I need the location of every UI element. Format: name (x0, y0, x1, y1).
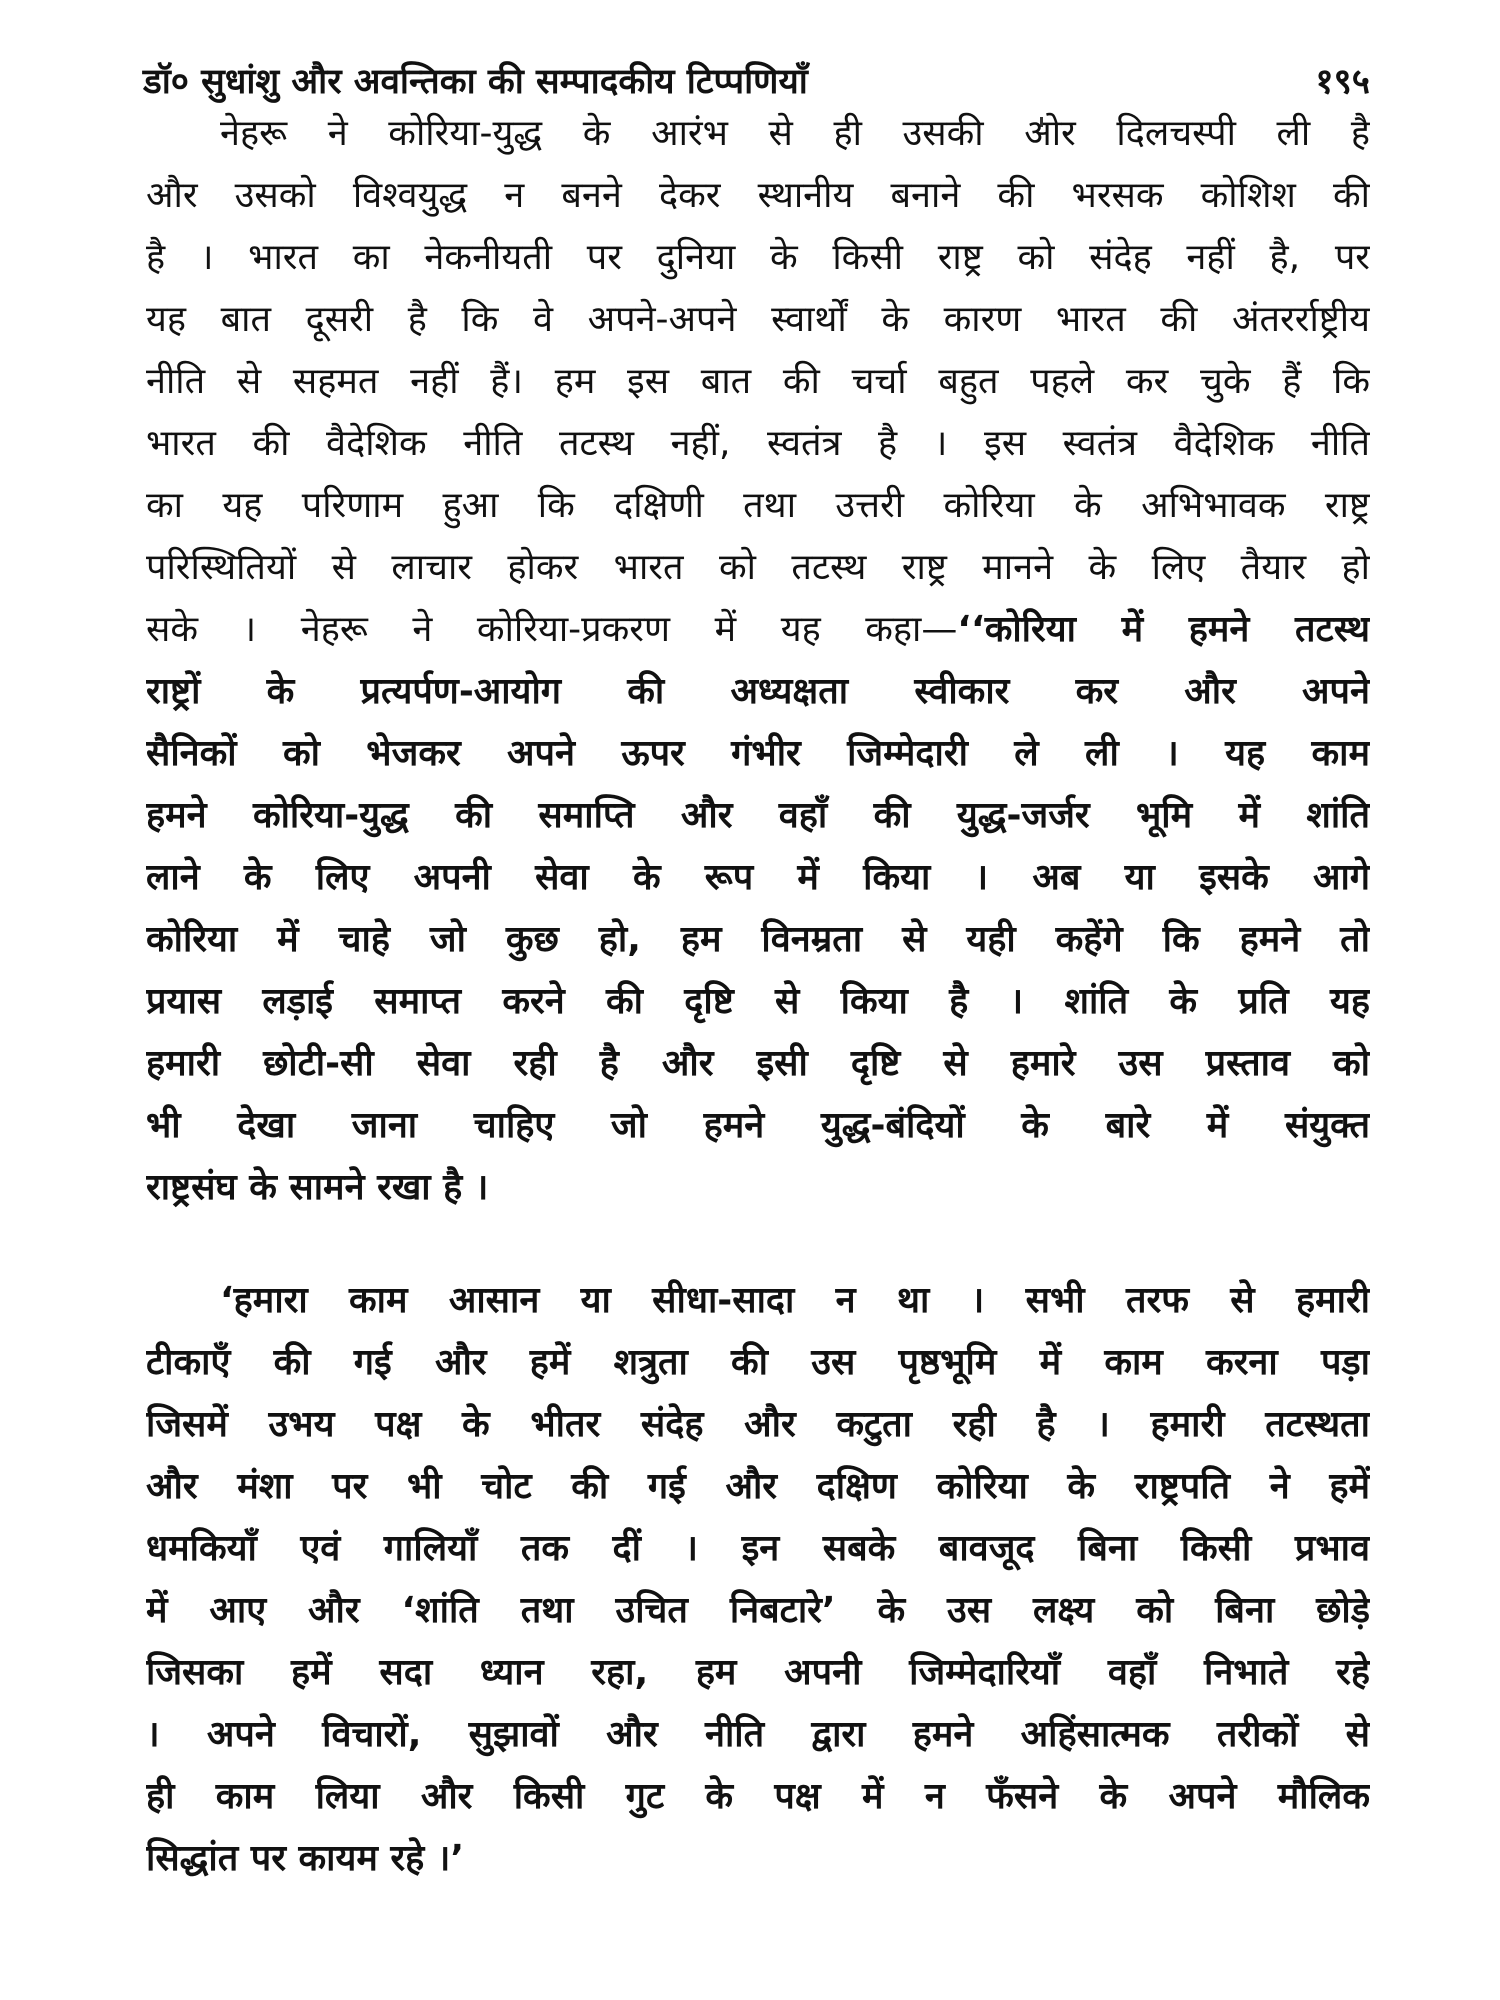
quote-line-5: कोरिया में चाहे जो कुछ हो, हम विनम्रता से यही कहेंगे कि हमने तो (146, 919, 1370, 960)
paragraph-1-line-1: नेहरू ने कोरिया-युद्ध के आरंभ से ही उसकी ओर दिलचस्पी ली है (220, 113, 1370, 154)
chapter-title: डॉ० सुधांशु और अवन्तिका की सम्पादकीय टिप्पणियाँ (143, 61, 808, 102)
paragraph-1-line-4: यह बात दूसरी है कि वे अपने-अपने स्वार्थों के कारण भारत की अंतरर्राष्ट्रीय (146, 299, 1370, 340)
paragraph-1-line-6: भारत की वैदेशिक नीति तटस्थ नहीं, स्वतंत्र है । इस स्वतंत्र वैदेशिक नीति (146, 423, 1370, 464)
quote-start: ‘‘कोरिया में हमने तटस्थ (957, 609, 1370, 650)
paragraph-1-line-2: और उसको विश्वयुद्ध न बनने देकर स्थानीय बनाने की भरसक कोशिश की (146, 175, 1370, 216)
paragraph-1-line-8: परिस्थितियों से लाचार होकर भारत को तटस्थ राष्ट्र मानने के लिए तैयार हो (146, 547, 1370, 588)
quote-line-7: हमारी छोटी-सी सेवा रही है और इसी दृष्टि से हमारे उस प्रस्ताव को (146, 1043, 1370, 1084)
quote-intro: सके । नेहरू ने कोरिया-प्रकरण में यह कहा— (146, 609, 958, 650)
quote-line-4: लाने के लिए अपनी सेवा के रूप में किया । अब या इसके आगे (146, 857, 1370, 898)
paragraph-1-line-7: का यह परिणाम हुआ कि दक्षिणी तथा उत्तरी कोरिया के अभिभावक राष्ट्र (146, 485, 1370, 526)
paragraph-1-line-5: नीति से सहमत नहीं हैं। हम इस बात की चर्चा बहुत पहले कर चुके हैं कि (146, 361, 1370, 402)
paragraph-2-line-7: जिसका हमें सदा ध्यान रहा, हम अपनी जिम्मेदारियाँ वहाँ निभाते रहे (146, 1652, 1370, 1693)
paragraph-1-line-9 (146, 599, 1370, 661)
quote-line-6: प्रयास लड़ाई समाप्त करने की दृष्टि से किया है । शांति के प्रति यह (146, 981, 1370, 1022)
paragraph-1-line-3: है । भारत का नेकनीयती पर दुनिया के किसी राष्ट्र को संदेह नहीं है, पर (146, 237, 1370, 278)
paragraph-2-line-5: धमकियाँ एवं गालियाँ तक दीं । इन सबके बावजूद बिना किसी प्रभाव (146, 1528, 1370, 1569)
paragraph-2-line-6: में आए और ‘शांति तथा उचित निबटारे’ के उस लक्ष्य को बिना छोड़े (146, 1590, 1370, 1631)
quote-line-3: हमने कोरिया-युद्ध की समाप्ति और वहाँ की युद्ध-जर्जर भूमि में शांति (146, 795, 1370, 836)
paragraph-2-line-3: जिसमें उभय पक्ष के भीतर संदेह और कटुता रही है । हमारी तटस्थता (146, 1404, 1370, 1445)
paragraph-2-line-10: सिद्धांत पर कायम रहे ।’ (146, 1838, 465, 1879)
quote-line-1: राष्ट्रों के प्रत्यर्पण-आयोग की अध्यक्षता स्वीकार कर और अपने (146, 671, 1370, 712)
paragraph-2-line-8: । अपने विचारों, सुझावों और नीति द्वारा हमने अहिंसात्मक तरीकों से (146, 1714, 1370, 1755)
page-number: १९५ (1315, 61, 1370, 102)
paragraph-2-line-1: ‘हमारा काम आसान या सीधा-सादा न था । सभी तरफ से हमारी (220, 1280, 1370, 1321)
paragraph-2-line-2: टीकाएँ की गई और हमें शत्रुता की उस पृष्ठभूमि में काम करना पड़ा (146, 1342, 1370, 1383)
quote-line-8: भी देखा जाना चाहिए जो हमने युद्ध-बंदियों के बारे में संयुक्त (146, 1105, 1370, 1146)
paragraph-2-line-9: ही काम लिया और किसी गुट के पक्ष में न फँसने के अपने मौलिक (146, 1776, 1370, 1817)
quote-line-9: राष्ट्रसंघ के सामने रखा है । (146, 1167, 489, 1208)
running-header (143, 50, 1370, 110)
paragraph-2-line-4: और मंशा पर भी चोट की गई और दक्षिण कोरिया के राष्ट्रपति ने हमें (146, 1466, 1370, 1507)
quote-line-2: सैनिकों को भेजकर अपने ऊपर गंभीर जिम्मेदारी ले ली । यह काम (146, 733, 1370, 774)
